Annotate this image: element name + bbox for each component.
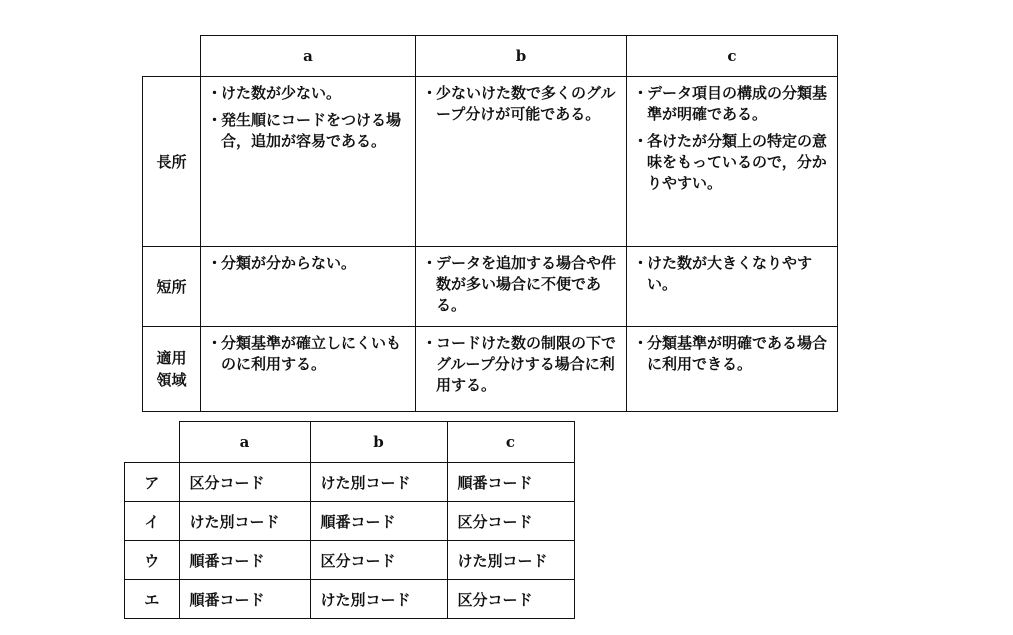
row-application xyxy=(143,327,838,412)
cell-a-weaknesses xyxy=(201,247,416,327)
answer-header-row xyxy=(125,422,575,463)
bullet-item: ・ 発生順にコードをつける場合，追加が容易である。 xyxy=(207,111,402,150)
bullet-item: ・ 分類基準が明確である場合に利用できる。 xyxy=(633,334,828,373)
answer-cell: けた別コード xyxy=(179,502,310,541)
bullet-item: ・ けた数が少ない。 xyxy=(207,84,342,102)
answer-cell: 区分コード xyxy=(179,463,310,502)
row-weaknesses xyxy=(143,247,838,327)
bullet-item: ・ けた数が大きくなりやすい。 xyxy=(633,254,813,293)
corner-cell xyxy=(125,422,180,463)
header-a: a xyxy=(201,36,416,77)
bullet-item: ・ データ項目の構成の分類基準が明確である。 xyxy=(633,84,828,123)
header-b: b xyxy=(416,36,627,77)
choice-label: エ xyxy=(125,580,180,619)
cell-b-application xyxy=(416,327,627,412)
choice-label: ウ xyxy=(125,541,180,580)
row-label-weaknesses: 短所 xyxy=(143,247,201,327)
answer-row-e xyxy=(125,580,575,619)
answer-cell: 区分コード xyxy=(310,541,447,580)
answer-cell: けた別コード xyxy=(310,463,447,502)
row-label-application: 適用 領域 xyxy=(143,327,201,412)
answer-header-a: a xyxy=(179,422,310,463)
answer-choices-table xyxy=(124,421,575,619)
bullet-item: ・ データを追加する場合や件数が多い場合に不便である。 xyxy=(422,254,617,314)
cell-b-weaknesses xyxy=(416,247,627,327)
corner-cell xyxy=(143,36,201,77)
comparison-header-row xyxy=(143,36,838,77)
choice-label: イ xyxy=(125,502,180,541)
bullet-item: ・ 各けたが分類上の特定の意味をもっているので，分かりやすい。 xyxy=(633,132,828,192)
choice-label: ア xyxy=(125,463,180,502)
header-c: c xyxy=(627,36,838,77)
cell-a-strengths xyxy=(201,77,416,247)
answer-cell: 順番コード xyxy=(179,580,310,619)
answer-header-b: b xyxy=(310,422,447,463)
answer-cell: 順番コード xyxy=(447,463,574,502)
answer-row-a xyxy=(125,463,575,502)
answer-cell: けた別コード xyxy=(310,580,447,619)
answer-cell: 順番コード xyxy=(179,541,310,580)
bullet-item: ・ コードけた数の制限の下でグループ分けする場合に利用する。 xyxy=(422,334,617,394)
answer-row-u xyxy=(125,541,575,580)
row-label-strengths: 長所 xyxy=(143,77,201,247)
bullet-item: ・ 少ないけた数で多くのグループ分けが可能である。 xyxy=(422,84,616,123)
answer-row-i xyxy=(125,502,575,541)
cell-c-application xyxy=(627,327,838,412)
cell-c-weaknesses xyxy=(627,247,838,327)
cell-b-strengths xyxy=(416,77,627,247)
answer-cell: 順番コード xyxy=(310,502,447,541)
cell-a-application xyxy=(201,327,416,412)
bullet-item: ・ 分類基準が確立しにくいものに利用する。 xyxy=(207,334,402,373)
row-strengths xyxy=(143,77,838,247)
answer-cell: 区分コード xyxy=(447,502,574,541)
answer-cell: けた別コード xyxy=(447,541,574,580)
comparison-table xyxy=(142,35,838,412)
cell-c-strengths xyxy=(627,77,838,247)
answer-cell: 区分コード xyxy=(447,580,574,619)
answer-header-c: c xyxy=(447,422,574,463)
bullet-item: ・ 分類が分からない。 xyxy=(207,254,357,272)
